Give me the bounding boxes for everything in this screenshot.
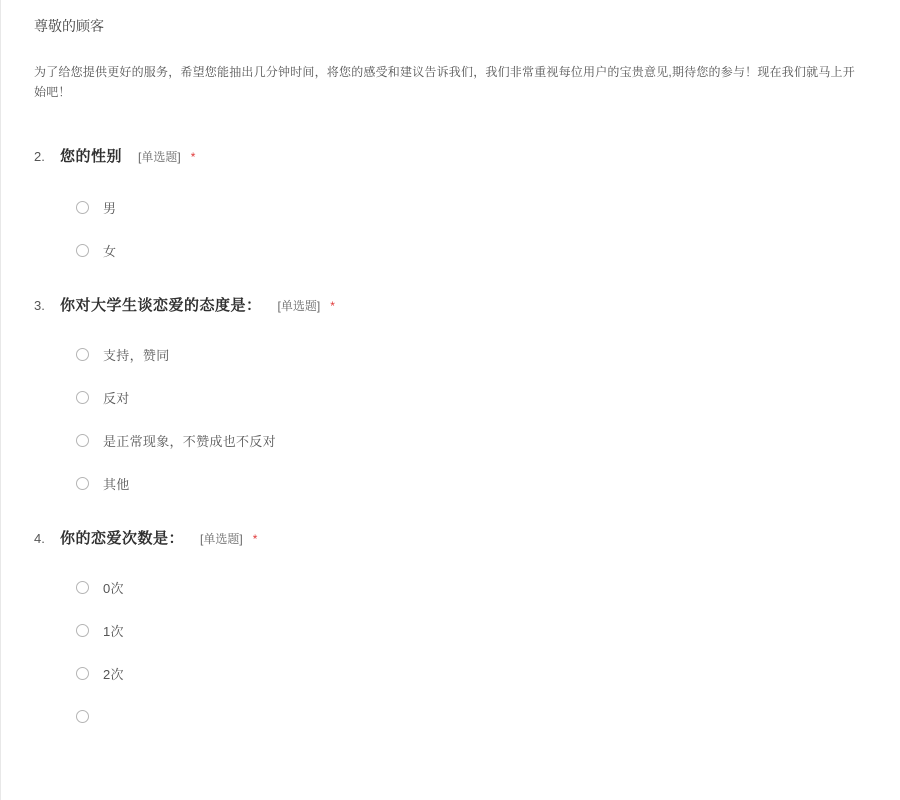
radio-icon[interactable] <box>76 667 89 680</box>
question-title: 您的性别 <box>60 148 123 165</box>
option-item[interactable] <box>76 429 866 451</box>
radio-icon[interactable] <box>76 244 89 257</box>
radio-icon[interactable] <box>76 391 89 404</box>
radio-icon[interactable] <box>76 624 89 637</box>
option-item[interactable] <box>76 196 866 218</box>
option-label: 男 <box>103 200 117 216</box>
question-title: 你的恋爱次数是： <box>60 530 185 547</box>
radio-icon[interactable] <box>76 710 89 723</box>
option-label: 其他 <box>103 476 130 492</box>
option-label: 女 <box>103 243 117 259</box>
question-type-label: [单选题] <box>277 299 321 313</box>
option-label: 2次 <box>103 666 124 682</box>
question-list <box>0 146 900 727</box>
question-love-count <box>0 528 900 727</box>
option-group <box>34 576 866 727</box>
radio-icon[interactable] <box>76 581 89 594</box>
option-group <box>34 343 866 494</box>
option-item[interactable] <box>76 239 866 261</box>
option-item[interactable] <box>76 619 866 641</box>
option-item[interactable] <box>76 343 866 365</box>
option-item[interactable] <box>76 386 866 408</box>
question-title: 你对大学生谈恋爱的态度是： <box>60 297 262 314</box>
question-index: 2. <box>34 149 45 164</box>
question-index: 3. <box>34 298 45 313</box>
question-gender <box>0 146 900 261</box>
question-attitude <box>0 295 900 494</box>
survey-header <box>0 0 900 102</box>
radio-icon[interactable] <box>76 201 89 214</box>
radio-icon[interactable] <box>76 348 89 361</box>
option-label: 1次 <box>103 623 124 639</box>
page-title: 尊敬的顾客 <box>34 18 104 34</box>
option-label: 0次 <box>103 580 124 596</box>
question-header <box>34 295 866 317</box>
radio-icon[interactable] <box>76 477 89 490</box>
required-marker: * <box>252 532 258 546</box>
option-item[interactable] <box>76 705 866 727</box>
question-index: 4. <box>34 531 45 546</box>
option-item[interactable] <box>76 472 866 494</box>
option-item[interactable] <box>76 576 866 598</box>
survey-intro-text: 为了给您提供更好的服务，希望您能抽出几分钟时间，将您的感受和建议告诉我们，我们非常重视每位用户的宝贵意见,期待您的参与！现在我们就马上开始吧！ <box>34 65 855 99</box>
option-label: 是正常现象，不赞成也不反对 <box>103 433 276 449</box>
option-group <box>34 196 866 261</box>
question-header <box>34 146 866 168</box>
question-type-label: [单选题] <box>200 532 243 546</box>
option-label: 支持，赞同 <box>103 347 170 363</box>
required-marker: * <box>190 150 196 164</box>
question-header <box>34 528 866 550</box>
required-marker: * <box>330 299 335 313</box>
radio-icon[interactable] <box>76 434 89 447</box>
option-label: 反对 <box>103 390 130 406</box>
question-type-label: [单选题] <box>138 150 181 164</box>
option-item[interactable] <box>76 662 866 684</box>
